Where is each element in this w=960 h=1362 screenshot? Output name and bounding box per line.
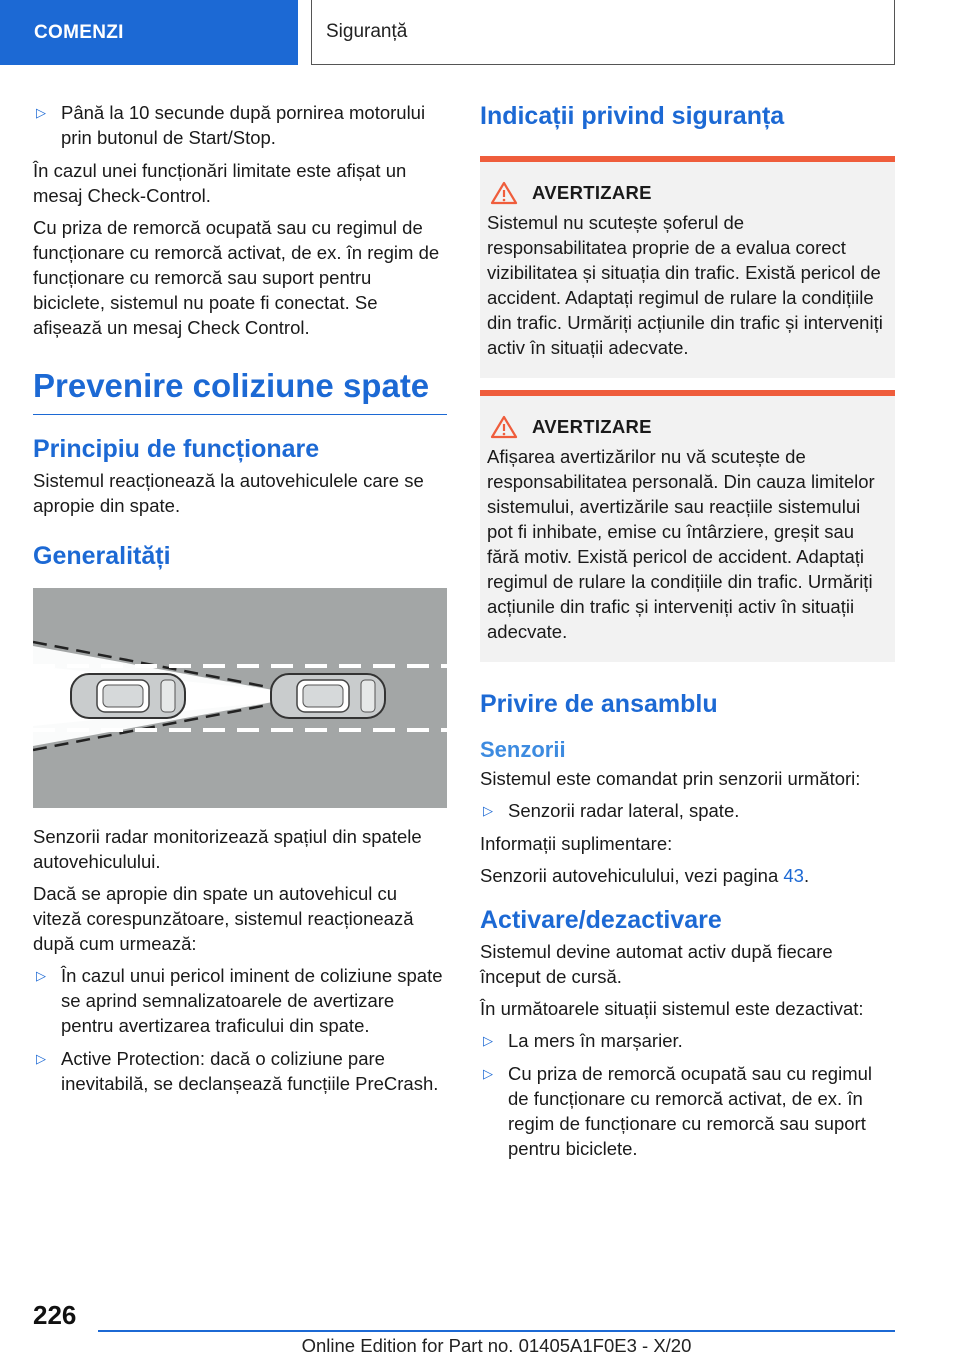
footer-edition: Online Edition for Part no. 01405A1F0E3 - X/20 — [301, 1335, 692, 1356]
warning-label: AVERTIZARE — [532, 416, 652, 437]
list-item-text: În cazul unui pericol iminent de coliziune spate se aprind semnalizatoarele de avertizare pentru avertizarea traficului din spate. — [61, 965, 443, 1036]
subheading-generalitati: Generalități — [33, 542, 171, 570]
list-item-text: Cu priza de remorcă ocupată sau cu regimul de funcționare cu remorcă activat, de ex. în regim de funcționare cu remorcă sau suport pentru biciclete. — [508, 1063, 873, 1159]
page-number: 226 — [33, 1300, 77, 1330]
chapter-title: Siguranță — [311, 0, 895, 65]
warning-header — [487, 414, 887, 439]
warning-label: AVERTIZARE — [532, 182, 652, 203]
list-item-text: La mers în marșarier. — [508, 1030, 683, 1051]
list-item — [33, 1046, 447, 1096]
paragraph: Senzorii autovehiculului, vezi pagina 43. — [480, 865, 810, 886]
list-item — [33, 963, 447, 1038]
bullet-triangle-icon: ▷ — [36, 968, 46, 983]
section-heading: Prevenire coliziune spate — [33, 366, 447, 415]
page-link[interactable]: 43 — [783, 865, 804, 886]
list-item — [480, 798, 895, 823]
list-item — [33, 100, 447, 150]
section-tab[interactable]: COMENZI — [0, 0, 298, 65]
paragraph: În cazul unei funcționări limitate este afișat un mesaj Check-Control. — [33, 160, 407, 206]
bullet-triangle-icon: ▷ — [483, 1066, 493, 1081]
paragraph: Informații suplimentare: — [480, 833, 673, 854]
paragraph: Sistemul devine automat activ după fiecare început de cursă. — [480, 941, 833, 987]
bullet-triangle-icon: ▷ — [36, 105, 46, 120]
rear-collision-illustration — [33, 588, 447, 808]
list-item-text: Active Protection: dacă o coliziune pare inevitabilă, se declanșează funcțiile PreCrash. — [61, 1048, 439, 1094]
paragraph: Dacă se apropie din spate un autovehicul cu viteză corespunzătoare, sistemul reacționează după cum urmează: — [33, 883, 414, 954]
warning-triangle-icon — [490, 181, 518, 205]
subheading-indicatii: Indicații privind siguranța — [480, 102, 785, 130]
list-item — [480, 1061, 895, 1161]
footer-divider — [98, 1330, 895, 1332]
warning-box — [480, 156, 895, 378]
right-column — [480, 100, 895, 1169]
list-item-text: Senzorii radar lateral, spate. — [508, 800, 740, 821]
warning-text: Afișarea avertizărilor nu vă scutește de responsabilitatea personală. Din cauza limitelor sistemului, avertizările sau reacțiile sistemului pot fi inhibate, emise cu întârziere, greșit sau fără motiv. Există pericol de accident. Adaptați regimul de rulare la condițiile din trafic. Urmăriți acțiunile din trafic și interveniți activ în situații adecvate. — [487, 446, 875, 642]
list-item-text: Până la 10 secunde după pornirea motorului prin butonul de Start/Stop. — [61, 102, 426, 148]
paragraph: Sistemul este comandat prin senzorii următori: — [480, 768, 861, 789]
warning-header — [487, 180, 887, 205]
warning-box — [480, 390, 895, 662]
subheading-principiu: Principiu de funcționare — [33, 435, 320, 463]
paragraph: Cu priza de remorcă ocupată sau cu regimul de funcționare cu remorcă activat, de ex. în regim de funcționare cu remorcă sau suport pentru biciclete, sistemul nu poate fi conectat. Se afișează un mesaj Check Control. — [33, 217, 440, 338]
list-item — [480, 1028, 895, 1053]
bullet-triangle-icon: ▷ — [483, 803, 493, 818]
paragraph: În următoarele situații sistemul este dezactivat: — [480, 998, 864, 1019]
bullet-triangle-icon: ▷ — [36, 1051, 46, 1066]
bullet-triangle-icon: ▷ — [483, 1033, 493, 1048]
warning-text: Sistemul nu scutește șoferul de responsabilitatea proprie de a evalua corect vizibilitatea și situația din trafic. Există pericol de accident. Adaptați regimul de rulare la condițiile din trafic. Urmăriți acțiunile din trafic și interveniți activ în situații adecvate. — [487, 212, 883, 358]
reference-text: Senzorii autovehiculului, vezi pagina — [480, 865, 779, 886]
subheading-activare: Activare/dezactivare — [480, 906, 722, 934]
paragraph: Senzorii radar monitorizează spațiul din spatele autovehiculului. — [33, 826, 422, 872]
subheading-privire: Privire de ansamblu — [480, 690, 718, 718]
paragraph: Sistemul reacționează la autovehiculele care se apropie din spate. — [33, 470, 424, 516]
road-diagram-svg — [33, 588, 447, 808]
warning-triangle-icon — [490, 415, 518, 439]
left-column — [33, 100, 447, 1104]
subheading-senzorii: Senzorii — [480, 737, 566, 762]
